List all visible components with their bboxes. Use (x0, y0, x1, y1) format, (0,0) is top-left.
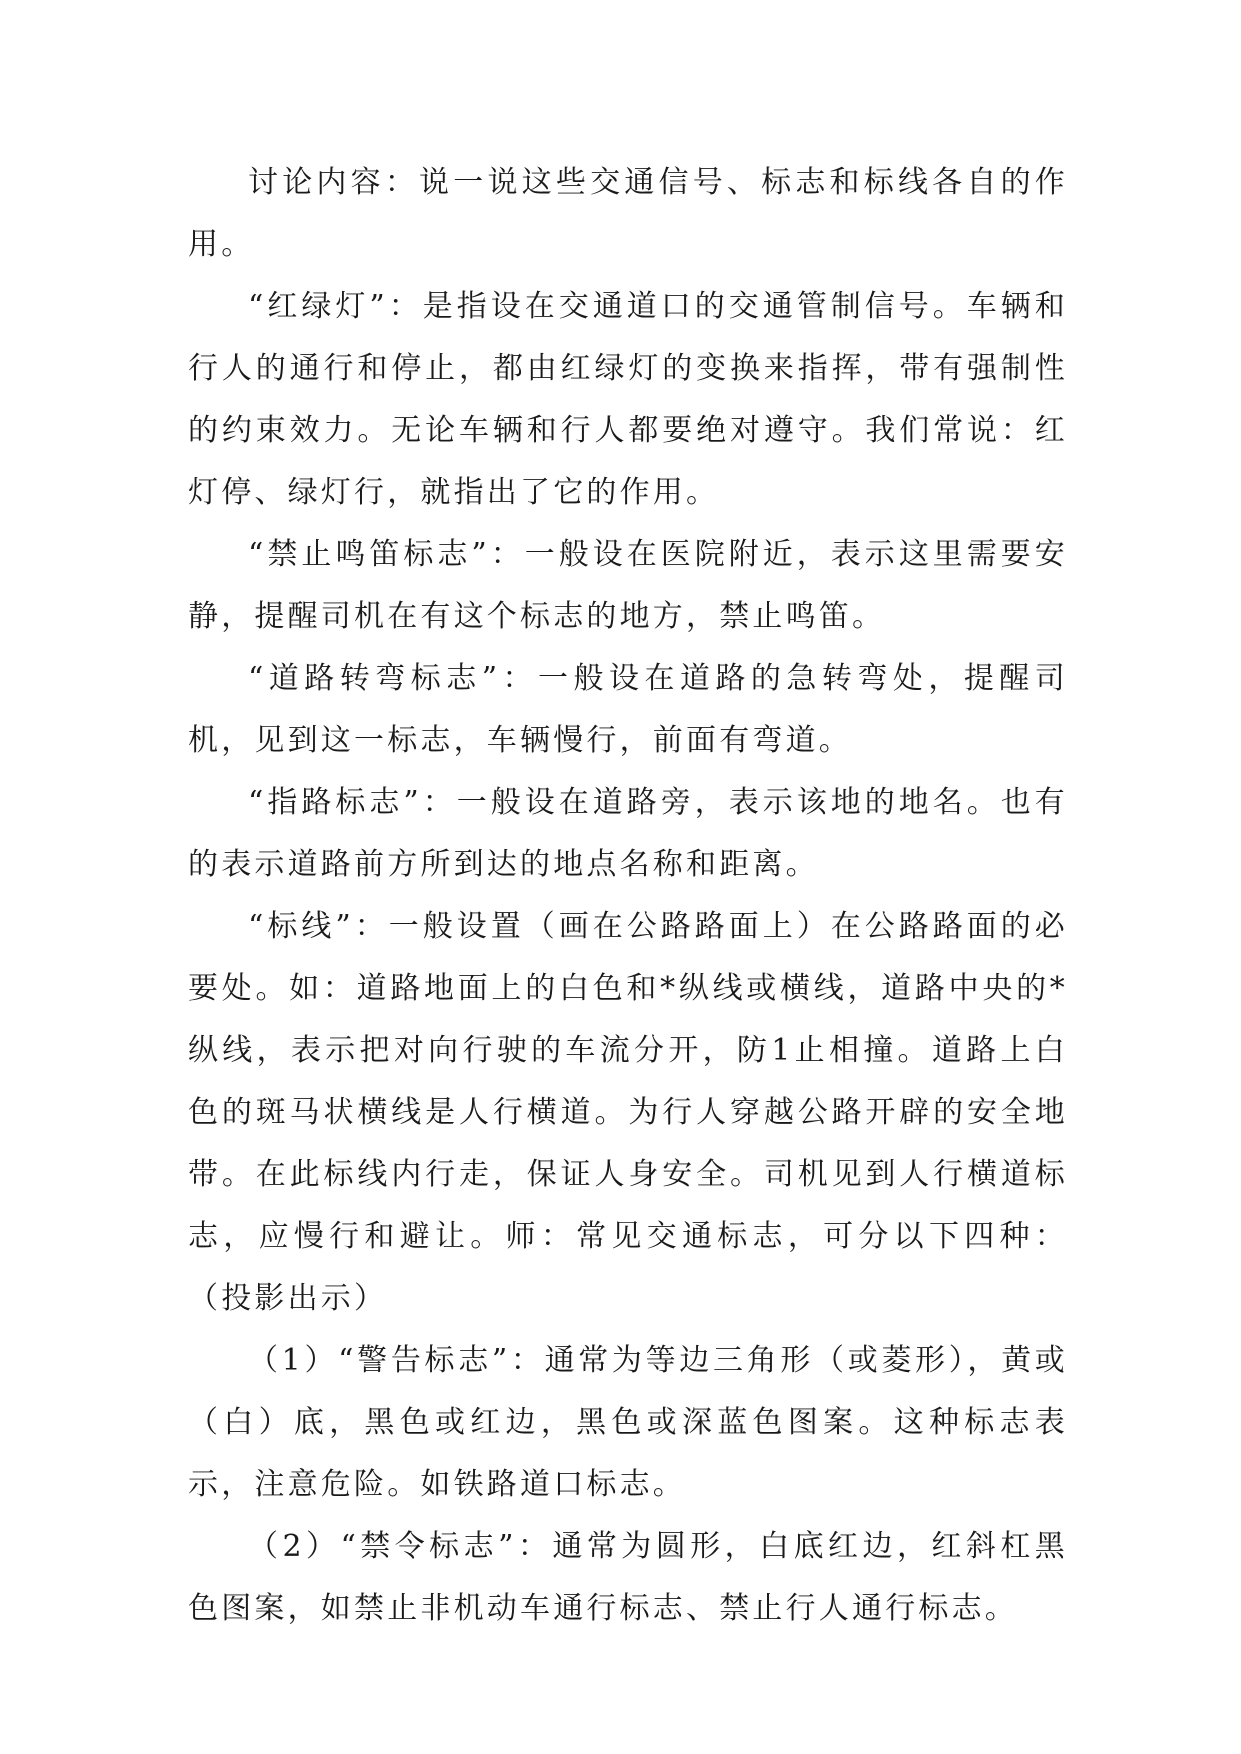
paragraph-curve-sign: “道路转弯标志”：一般设在道路的急转弯处，提醒司机，见到这一标志，车辆慢行，前面有弯道。 (188, 661, 1068, 758)
paragraph-road-markings: “标线”：一般设置（画在公路路面上）在公路路面的必要处。如：道路地面上的白色和*纵线或横线，道路中央的*纵线，表示把对向行驶的车流分开，防1止相撞。道路上白色的斑马状横线是人行横道。为行人穿越公路开辟的安全地带。在此标线内行走，保证人身安全。司机见到人行横道标志，应慢行和避让。师：常见交通标志，可分以下四种：（投影出示） (188, 909, 1068, 1316)
paragraph-no-horn-sign: “禁止鸣笛标志”：一般设在医院附近，表示这里需要安静，提醒司机在有这个标志的地方，禁止鸣笛。 (188, 537, 1068, 634)
paragraph-guide-sign: “指路标志”：一般设在道路旁，表示该地的地名。也有的表示道路前方所到达的地点名称和距离。 (188, 785, 1068, 882)
paragraph-warning-sign: （1）“警告标志”：通常为等边三角形（或菱形），黄或（白）底，黑色或红边，黑色或深蓝色图案。这种标志表示，注意危险。如铁路道口标志。 (188, 1343, 1068, 1502)
paragraph-discussion: 讨论内容：说一说这些交通信号、标志和标线各自的作用。 (188, 165, 1068, 262)
paragraph-traffic-light: “红绿灯”：是指设在交通道口的交通管制信号。车辆和行人的通行和停止，都由红绿灯的变换来指挥，带有强制性的约束效力。无论车辆和行人都要绝对遵守。我们常说：红灯停、绿灯行，就指出了它的作用。 (188, 289, 1068, 510)
document-page (188, 152, 1068, 1640)
paragraph-prohibition-sign: （2）“禁令标志”：通常为圆形，白底红边，红斜杠黑色图案，如禁止非机动车通行标志、禁止行人通行标志。 (188, 1529, 1068, 1626)
